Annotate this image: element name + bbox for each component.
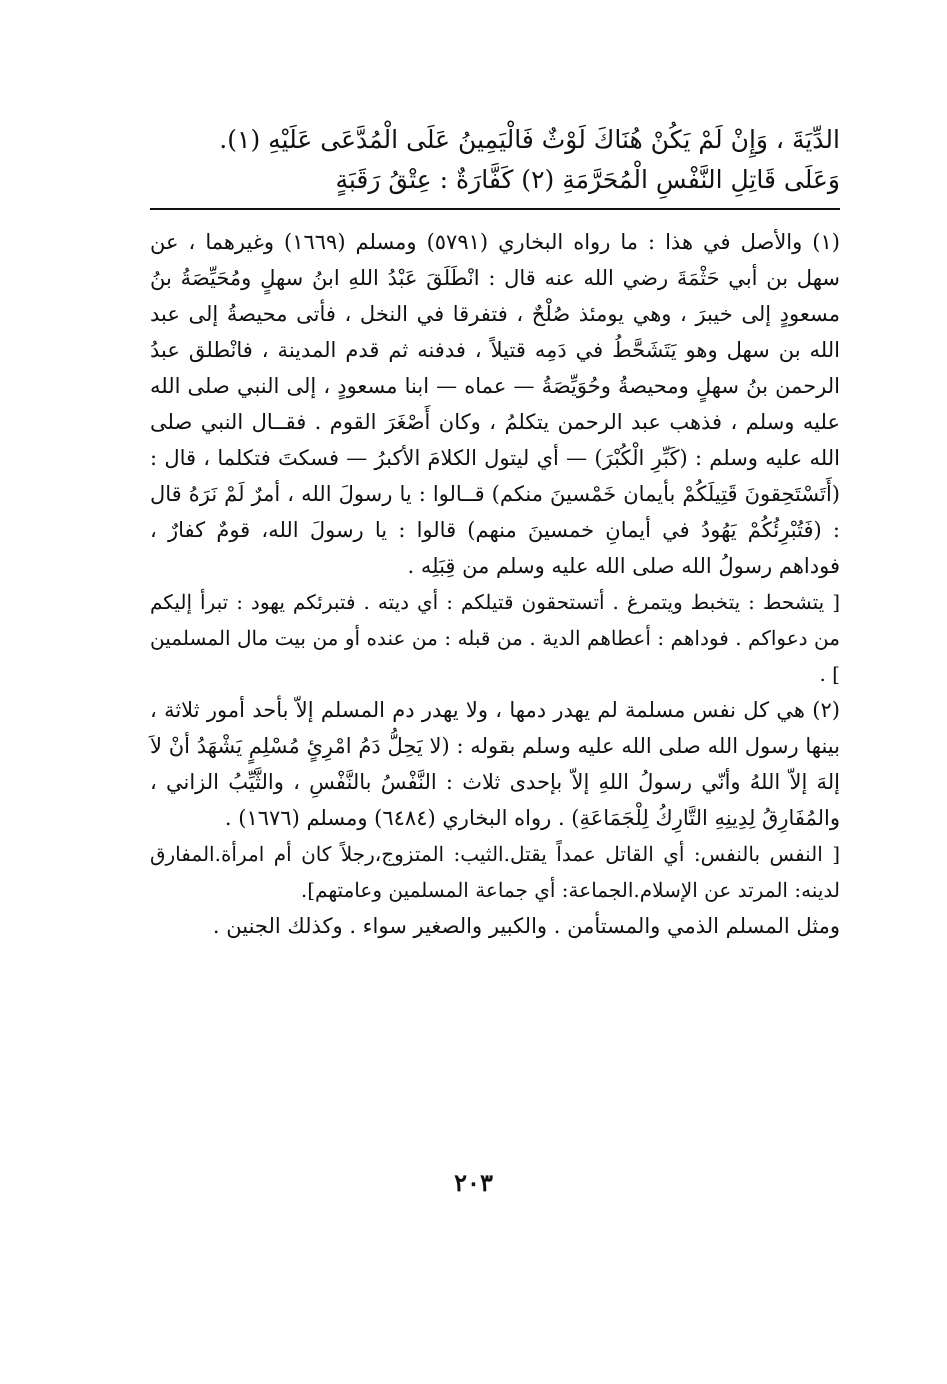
page-number: ٢٠٣ xyxy=(454,1168,493,1197)
footnote-1: (١) والأصل في هذا : ما رواه البخاري (٥٧٩١) ومسلم (١٦٦٩) وغيرهما ، عن سهل بن أبي حَثْمَةَ رضي الله عنه قال : انْطَلَقَ عَبْدُ اللهِ ابنُ سهلٍ ومُحَيِّصَةُ بنُ مسعودٍ إلى خيبرَ ، وهي يومئذ صُلْحٌ ، فتفرقا في النخل ، فأتى محيصةُ إلى عبد الله بن سهل وهو يَتَشَحَّطُ في دَمِه قتيلاً ، فدفنه ثم قدم المدينة ، فانْطلق عبدُ الرحمن بنُ سهلٍ ومحيصةُ وحُوَيِّصَةُ — عماه — ابنا مسعودٍ ، إلى النبي صلى الله عليه وسلم ، فذهب عبد الرحمن يتكلمُ ، وكان أَصْغَرَ القوم . فقــال النبي صلى الله عليه وسلم : (كَبِّرِ الْكُبْرَ) — أي ليتول الكلامَ الأكبرُ — فسكتَ فتكلما ، قال : (أَتَسْتَحِقونَ قَتِيلَكُمْ بأيمان خَمْسينَ منكم) قــالوا : يا رسولَ الله ، أمرٌ لَمْ نَرَهُ قال : (فَتُبْرِئُكُمْ يَهُودُ في أيمانِ خمسينَ منهم) قالوا : يا رسولَ الله، قومٌ كفارٌ ، فوداهم رسولُ الله صلى الله عليه وسلم من قِبَلِه . xyxy=(150,230,840,578)
main-text-line-1: الدِّيَةَ ، وَإِنْ لَمْ يَكُنْ هُنَاكَ لَوْثٌ فَالْيَمِينُ عَلَى الْمُدَّعَى عَلَيْهِ (١). xyxy=(219,125,840,154)
footnote-2: (٢) هي كل نفس مسلمة لم يهدر دمها ، ولا يهدر دم المسلم إلاّ بأحد أمور ثلاثة ، بينها رسول الله صلى الله عليه وسلم بقوله : (لا يَحِلُّ دَمُ امْرِئٍ مُسْلِمٍ يَشْهَدُ أنْ لاَ إلهَ إلاّ اللهُ وأنّي رسولُ اللهِ إلاّ بإحدى ثلاث : النَّفْسُ بالنَّفْسِ ، والثَّيِّبُ الزاني ، والمُفَارِقُ لِدِينِهِ التَّارِكُ لِلْجَمَاعَةِ) . رواه البخاري (٦٤٨٤) ومسلم (١٦٧٦) . xyxy=(150,698,840,830)
main-text xyxy=(150,120,840,200)
footnotes xyxy=(150,224,840,944)
book-page xyxy=(150,120,840,944)
footnote-1-gloss: [ يتشحط : يتخبط ويتمرغ . أتستحقون قتيلكم : أي ديته . فتبرئكم يهود : تبرأ إليكم من دعواكم . فوداهم : أعطاهم الدية . من قبله : من عنده أو من بيت مال المسلمين ] . xyxy=(150,590,840,686)
footnote-2-gloss: [ النفس بالنفس: أي القاتل عمداً يقتل.الثيب: المتزوج،رجلاً كان أم امرأة.المفارق لدينه: المرتد عن الإسلام.الجماعة: أي جماعة المسلمين وعامتهم]. xyxy=(150,842,840,902)
footnote-closing: ومثل المسلم الذمي والمستأمن . والكبير والصغير سواء . وكذلك الجنين . xyxy=(212,914,840,938)
footnote-divider xyxy=(150,208,840,210)
main-text-line-2: وَعَلَى قَاتِلِ النَّفْسِ الْمُحَرَّمَةِ (٢) كَفَّارَةٌ : عِتْقُ رَقَبَةٍ xyxy=(335,165,840,194)
